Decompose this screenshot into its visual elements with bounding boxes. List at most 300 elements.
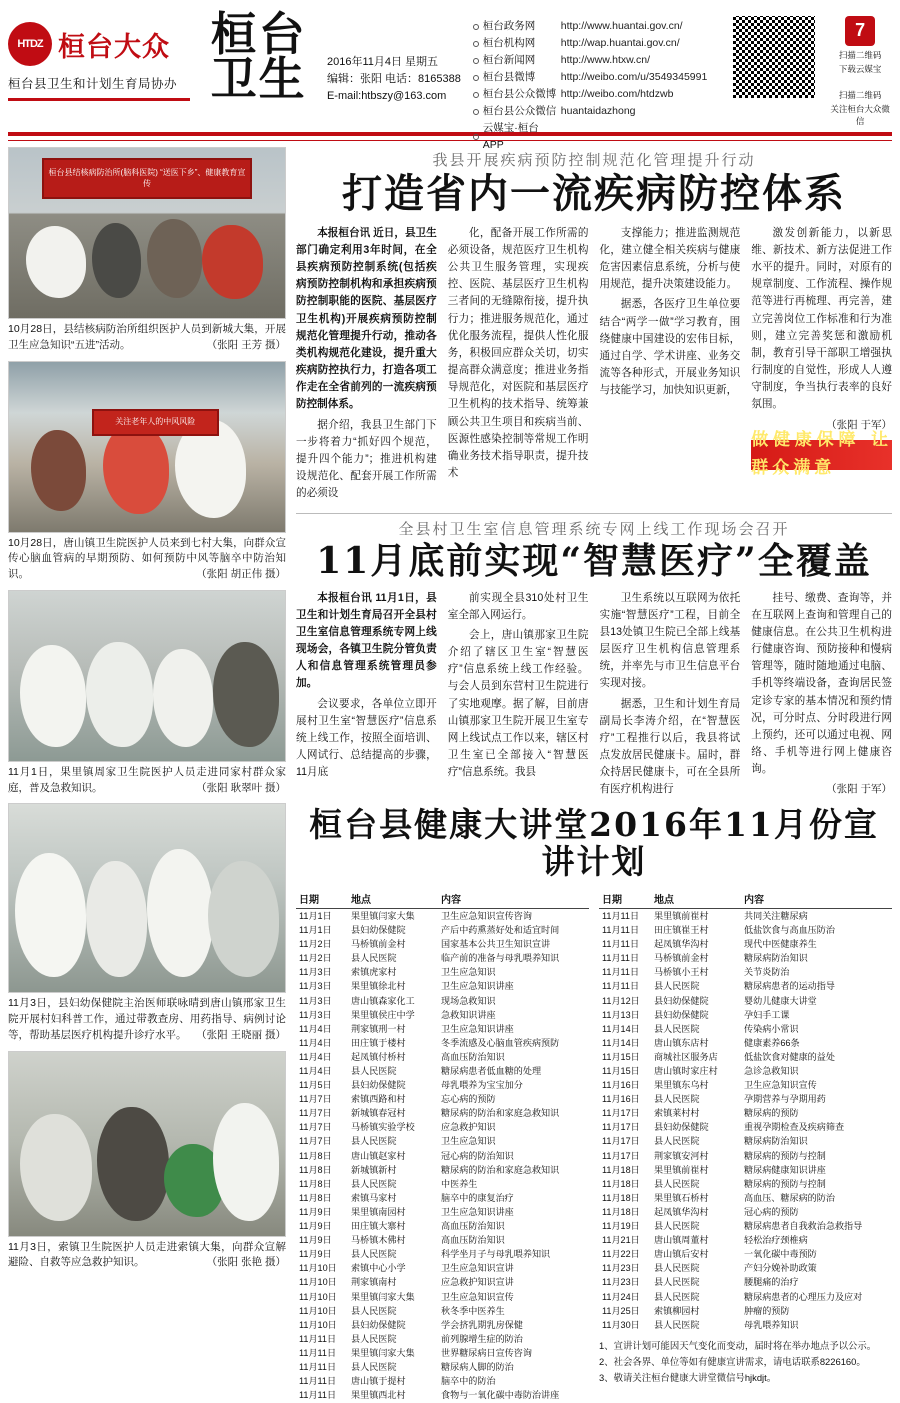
plan-cell-date: 11月11日 (602, 967, 640, 978)
plan-cell-place: 县人民医院 (351, 1066, 397, 1077)
photo-caption-text: 11月3日，县妇幼保健院主治医师联咏晴到唐山镇邢家卫生院开展村妇科普工作，通过带教查房、用药指导、病例讨论等，帮助基层医疗机构提升诊疗水平。 (8, 997, 286, 1041)
link-row[interactable] (473, 35, 719, 52)
header-divider-thin (8, 140, 892, 141)
table-row (296, 1008, 589, 1022)
link-url[interactable]: http://weibo.com/htdzwb (560, 88, 674, 100)
paper-logo-text: 桓台大众 (58, 31, 170, 63)
photo-image (8, 803, 286, 993)
article-disease-control (296, 149, 892, 505)
plan-cell-date: 11月11日 (602, 925, 640, 936)
masthead-rule (8, 98, 190, 101)
table-row (296, 1022, 589, 1036)
plan-cell-content: 脑卒中的康复治疗 (441, 1192, 514, 1203)
plan-cell-content: 高血压、糖尿病的防治 (744, 1192, 835, 1203)
plan-cell-date: 11月18日 (602, 1178, 640, 1189)
plan-tables (296, 889, 892, 1402)
plan-cell-date: 11月10日 (299, 1291, 337, 1302)
qr-captions (828, 8, 892, 127)
plan-cell-place: 荆家镇安河村 (654, 1150, 709, 1161)
table-row (599, 1290, 892, 1304)
table-row (599, 1107, 892, 1121)
plan-cell-place: 果里镇东乌村 (654, 1080, 709, 1091)
plan-cell-place: 县人民医院 (351, 1249, 397, 1260)
plan-cell-date: 11月24日 (602, 1291, 640, 1302)
plan-cell-content: 一氧化碳中毒预防 (744, 1249, 817, 1260)
plan-cell-date: 11月25日 (602, 1305, 640, 1316)
table-row (599, 1262, 892, 1276)
plan-cell-place: 唐山镇赵家村 (351, 1150, 406, 1161)
plan-cell-date: 11月2日 (299, 953, 332, 964)
plan-cell-place: 索镇马家村 (351, 1192, 397, 1203)
plan-cell-content: 孕期营养与孕期用药 (744, 1094, 826, 1105)
plan-cell-content: 传染病小常识 (744, 1023, 799, 1034)
table-row (599, 1121, 892, 1135)
plan-cell-place: 县妇幼保健院 (351, 1319, 406, 1330)
plan-col-date: 日期 (296, 889, 348, 909)
plan-cell-content: 急诊急救知识 (744, 1066, 799, 1077)
plan-cell-date: 11月14日 (602, 1023, 640, 1034)
link-row[interactable] (473, 52, 719, 69)
plan-cell-place: 索镇中心小学 (351, 1263, 406, 1274)
plan-cell-date: 11月18日 (602, 1164, 640, 1175)
plan-cell-place: 果里镇石桥村 (654, 1192, 709, 1203)
photo-block (8, 361, 286, 583)
photo-credit: （张阳 王晓丽 摄） (196, 1028, 286, 1041)
table-row (296, 1276, 589, 1290)
table-row (599, 1022, 892, 1036)
plan-cell-date: 11月9日 (299, 1235, 332, 1246)
table-row (296, 994, 589, 1008)
plan-cell-date: 11月7日 (299, 1136, 332, 1147)
table-row (296, 1290, 589, 1304)
table-row (296, 1332, 589, 1346)
plan-cell-place: 县人民医院 (654, 1319, 700, 1330)
plan-cell-date: 11月3日 (299, 995, 332, 1006)
plan-cell-date: 11月17日 (602, 1122, 640, 1133)
bullet-icon (473, 75, 479, 81)
table-row (599, 923, 892, 937)
plan-cell-content: 糖尿病防治知识 (744, 1136, 808, 1147)
plan-cell-content: 脑卒中的防治 (441, 1376, 496, 1387)
plan-cell-date: 11月10日 (299, 1263, 337, 1274)
plan-cell-place: 县人民医院 (351, 953, 397, 964)
plan-col-content: 内容 (438, 889, 589, 909)
plan-cell-content: 糖尿病的预防与控制 (744, 1150, 826, 1161)
table-row (296, 1219, 589, 1233)
bullet-icon (473, 58, 479, 64)
photo-image (8, 361, 286, 533)
plan-cell-date: 11月16日 (602, 1080, 640, 1091)
page-number-badge: 7 (845, 16, 875, 46)
photo-caption (8, 1240, 286, 1272)
plan-cell-place: 县妇幼保健院 (351, 925, 406, 936)
plan-cell-place: 县人民医院 (654, 1263, 700, 1274)
plan-cell-date: 11月23日 (602, 1277, 640, 1288)
plan-cell-content: 卫生应急知识讲座 (441, 981, 514, 992)
link-label: 桓台政务网 (482, 20, 536, 32)
table-row (296, 1064, 589, 1078)
plan-cell-date: 11月21日 (602, 1235, 640, 1246)
table-row (296, 1318, 589, 1332)
link-row[interactable] (473, 18, 719, 35)
link-url[interactable]: http://weibo.com/u/3549345991 (560, 71, 708, 83)
article2-lead: 本报桓台讯 11月1日，县卫生和计划生育局召开全县村卫生室信息管理系统专网上线现场会，各镇卫生院分管负责人和信息管理系统管理员参加。 (296, 591, 437, 690)
paper-logo-badge: HTDZ (8, 22, 52, 66)
plan-cell-place: 果里镇闫家大集 (351, 910, 415, 921)
plan-header-row (296, 889, 589, 909)
table-row (599, 1191, 892, 1205)
qr-caption-3: 扫描二维码 (838, 89, 882, 100)
table-row (296, 1107, 589, 1121)
plan-cell-content: 高血压防治知识 (441, 1051, 505, 1062)
plan-headline: 桓台县健康大讲堂2016年11月份宣讲计划 (309, 805, 879, 882)
plan-cell-date: 11月23日 (602, 1263, 640, 1274)
table-row (599, 952, 892, 966)
table-row (296, 1248, 589, 1262)
article1-p: 支撑能力；推进监测规范化，建立健全相关疾病与健康危害因素信息系统，分析与使用规范，提升决策建设能力。 (599, 226, 741, 291)
plan-cell-date: 11月8日 (299, 1178, 332, 1189)
plan-cell-place: 县人民医院 (654, 1023, 700, 1034)
plan-cell-date: 11月17日 (602, 1150, 640, 1161)
plan-cell-date: 11月11日 (602, 910, 640, 921)
plan-cell-place: 唐山镇周董村 (654, 1235, 709, 1246)
article2-p: 挂号、缴费、查询等，并在互联网上查询和管理自己的健康信息。在公共卫生机构进行健康咨询、预防接种和慢病管理等，随时随地通过电脑、手机等终端设备，查询居民签定诊专家的基本情况和预约情况，可分时点、分时段进行网上预约，还可以通过电视、网络、手机等进行网上健康咨询。 (751, 591, 892, 776)
photo-image (8, 1051, 286, 1237)
article1-byline: （张阳 于军） (826, 418, 892, 431)
plan-cell-date: 11月22日 (602, 1249, 640, 1260)
plan-cell-place: 荆家镇南村 (351, 1277, 397, 1288)
plan-cell-content: 冠心病的防治知识 (441, 1150, 514, 1161)
table-row (296, 1135, 589, 1149)
plan-cell-place: 果里镇闫家大集 (351, 1291, 415, 1302)
photo-banner-text: 关注老年人的中风风险 (92, 409, 219, 436)
photo-block (8, 803, 286, 1043)
email-line: E-mail:htbszy@163.com (326, 90, 447, 103)
plan-cell-place: 起凤镇华沟村 (654, 1206, 709, 1217)
plan-cell-place: 县妇幼保健院 (654, 995, 709, 1006)
plan-cell-place: 田庄镇于楼村 (351, 1037, 406, 1048)
photo-caption (8, 536, 286, 583)
plan-cell-content: 应急救护知识 (441, 1122, 496, 1133)
plan-cell-content: 糖尿病的防治和家庭急救知识 (441, 1164, 560, 1175)
photo-banner-text: 桓台县结核病防治所(脑科医院) “送医下乡”、健康教育宣传 (42, 158, 252, 199)
bullet-icon (473, 134, 479, 140)
masthead (8, 0, 892, 151)
table-row (296, 1177, 589, 1191)
plan-cell-date: 11月11日 (299, 1390, 337, 1401)
header-divider (8, 132, 892, 136)
table-row (599, 1163, 892, 1177)
bullet-icon (473, 41, 479, 47)
plan-cell-place: 县人民医院 (654, 981, 700, 992)
plan-cell-date: 11月13日 (602, 1009, 640, 1020)
table-row (599, 1036, 892, 1050)
plan-cell-place: 县妇幼保健院 (351, 1080, 406, 1091)
link-row[interactable] (473, 69, 719, 86)
plan-cell-content: 现场急救知识 (441, 995, 496, 1006)
article2-col1 (296, 590, 437, 802)
plan-cell-place: 县人民医院 (351, 1178, 397, 1189)
plan-cell-place: 索镇柳园村 (654, 1305, 700, 1316)
link-row[interactable] (473, 86, 719, 103)
plan-cell-date: 11月10日 (299, 1319, 337, 1330)
plan-cell-place: 马桥镇前金村 (351, 939, 406, 950)
plan-cell-date: 11月3日 (299, 981, 332, 992)
article2-p: 卫生系统以互联网为依托实施“智慧医疗”工程，目前全县13处镇卫生院已全部上线基层医疗卫生机构信息管理系统，并率先与市卫生信息平台实现对接。 (599, 591, 741, 690)
plan-cell-date: 11月4日 (299, 1051, 332, 1062)
plan-cell-date: 11月5日 (299, 1080, 332, 1091)
plan-cell-place: 索镇虎家村 (351, 967, 397, 978)
plan-cell-content: 腰腿痛的治疗 (744, 1277, 799, 1288)
masthead-brand (8, 8, 190, 101)
plan-cell-date: 11月14日 (602, 1037, 640, 1048)
article-divider (296, 513, 892, 514)
plan-cell-place: 县人民医院 (351, 1305, 397, 1316)
plan-cell-content: 低盐饮食与高血压防治 (744, 925, 835, 936)
plan-cell-content: 食物与一氧化碳中毒防治讲座 (441, 1390, 560, 1401)
table-row (599, 909, 892, 924)
plan-cell-place: 索镇莱村村 (654, 1108, 700, 1119)
plan-cell-content: 糖尿病防治知识 (744, 953, 808, 964)
plan-cell-content: 产后中药熏蒸好处和适宜时间 (441, 925, 560, 936)
table-row (599, 1276, 892, 1290)
photo-credit: （张阳 王芳 摄） (206, 338, 286, 351)
plan-cell-content: 卫生应急知识 (441, 967, 496, 978)
article2-col2 (448, 590, 589, 802)
plan-cell-content: 卫生应急知识 (441, 1136, 496, 1147)
table-row (296, 1304, 589, 1318)
article2-col3 (600, 590, 741, 802)
plan-cell-place: 唐山镇时家庄村 (654, 1066, 718, 1077)
plan-cell-place: 县人民医院 (654, 1178, 700, 1189)
photo-block (8, 1051, 286, 1272)
plan-cell-place: 果里镇西北村 (351, 1390, 406, 1401)
table-row (599, 1318, 892, 1332)
plan-cell-content: 前列腺增生症的防治 (441, 1333, 523, 1344)
plan-cell-content: 应急救护知识宣讲 (441, 1277, 514, 1288)
photo-caption-text: 10月28日，唐山镇卫生院医护人员来到七村大集，向群众宣传心脑血管病的早期预防、如何预防中风等脑卒中防治知识。 (8, 536, 286, 580)
plan-cell-place: 田庄镇崔王村 (654, 925, 709, 936)
plan-col-place: 地点 (651, 889, 741, 909)
bullet-icon (473, 24, 479, 30)
plan-cell-place: 马桥镇小王村 (654, 967, 709, 978)
article1-col2 (448, 225, 589, 506)
plan-table (296, 889, 589, 1402)
plan-col-date: 日期 (599, 889, 651, 909)
plan-cell-content: 卫生应急知识宣传 (744, 1080, 817, 1091)
plan-note: 1、宣讲计划可能因天气变化而变动，届时将在举办地点予以公示。 (599, 1340, 877, 1352)
plan-cell-place: 商城社区服务店 (654, 1051, 718, 1062)
plan-cell-content: 糖尿病健康知识讲座 (744, 1164, 826, 1175)
photo-block (8, 590, 286, 797)
article2-headline: 11月底前实现“智慧医疗”全覆盖 (316, 540, 872, 583)
plan-table (599, 889, 892, 1332)
plan-cell-place: 起凤镇华沟村 (654, 939, 709, 950)
article2-p: 据悉，卫生和计划生育局副局长李涛介绍，在“智慧医疗”工程推行以后，我县将试点发放居民健康卡。届时，群众持居民健康卡，可在全县所有医疗机构进行 (599, 697, 741, 796)
plan-cell-content: 中医养生 (441, 1178, 478, 1189)
plan-cell-place: 县妇幼保健院 (654, 1122, 709, 1133)
article1-col1 (296, 225, 437, 506)
plan-cell-date: 11月17日 (602, 1136, 640, 1147)
plan-cell-date: 11月1日 (299, 925, 332, 936)
plan-cell-date: 11月30日 (602, 1319, 640, 1330)
main-column (296, 147, 892, 1403)
photo-caption-text: 11月3日，索镇卫生院医护人员走进索镇大集，向群众宣解避险、自救等应急救护知识。 (8, 1240, 286, 1269)
article1-lead: 本报桓台讯 近日，县卫生部门确定利用3年时间，在全县疾病预防控制系统(包括疾病预防控制机构和承担疾病预防控制职能的医院、基层医疗卫生机构)开展疾病预防控制规范化管理提升行动，推动各类机构规范化建设，提升重大疾病防控执行力，打造各项工作走在全省前列的一流疾病预防控制体系。 (296, 226, 437, 411)
qr-caption-4: 关注桓台大众微信 (830, 103, 890, 126)
plan-cell-date: 11月7日 (299, 1108, 332, 1119)
photo-credit: （张阳 耿翠叶 摄） (196, 781, 286, 794)
plan-cell-place: 县人民医院 (351, 1333, 397, 1344)
plan-cell-content: 婴幼儿健康大讲堂 (744, 995, 817, 1006)
plan-cell-content: 世界糖尿病日宣传咨询 (441, 1347, 532, 1358)
publish-date: 2016年11月4日 星期五 (326, 56, 439, 68)
plan-cell-place: 唐山镇后安村 (654, 1249, 709, 1260)
plan-cell-date: 11月2日 (299, 939, 332, 950)
table-row (296, 1093, 589, 1107)
plan-cell-date: 11月4日 (299, 1066, 332, 1077)
plan-cell-place: 马桥镇木佛村 (351, 1235, 406, 1246)
plan-cell-date: 11月7日 (299, 1122, 332, 1133)
plan-cell-date: 11月15日 (602, 1066, 640, 1077)
table-row (599, 966, 892, 980)
plan-cell-content: 现代中医健康养生 (744, 939, 817, 950)
table-row (296, 1205, 589, 1219)
plan-cell-date: 11月10日 (299, 1305, 337, 1316)
slogan-banner: 做健康保障 让群众满意 (751, 429, 892, 478)
plan-cell-date: 11月4日 (299, 1023, 332, 1034)
link-label: 桓台县微博 (482, 71, 536, 83)
plan-cell-date: 11月16日 (602, 1094, 640, 1105)
link-url[interactable]: huantaidazhong (560, 105, 636, 117)
link-label: 云媒宝·桓台APP (482, 122, 539, 151)
plan-cell-place: 县人民医院 (654, 1277, 700, 1288)
plan-cell-place: 新城镇春冠村 (351, 1108, 406, 1119)
plan-cell-date: 11月8日 (299, 1192, 332, 1203)
plan-cell-date: 11月9日 (299, 1249, 332, 1260)
plan-cell-place: 县人民医院 (351, 1136, 397, 1147)
link-url[interactable]: http://www.htxw.cn/ (560, 54, 651, 66)
link-label: 桓台县公众微信 (482, 105, 557, 117)
masthead-subtitle: 桓台县卫生和计划生育局协办 (8, 77, 178, 91)
plan-cell-date: 11月11日 (602, 953, 640, 964)
table-row (296, 966, 589, 980)
link-label: 桓台机构网 (482, 37, 536, 49)
section-title-line1: 桓台 (210, 7, 307, 61)
photo-caption-text: 11月1日，果里镇周家卫生院医护人员走进同家村群众家庭，普及急救知识。 (8, 765, 286, 794)
plan-cell-content: 糖尿病的预防与控制 (744, 1178, 826, 1189)
plan-cell-place: 荆家镇刑一村 (351, 1023, 406, 1034)
plan-cell-date: 11月11日 (602, 939, 640, 950)
plan-cell-content: 健康素养66条 (744, 1037, 800, 1048)
qr-code-image (731, 14, 817, 100)
table-row (296, 1079, 589, 1093)
plan-cell-content: 高血压防治知识 (441, 1235, 505, 1246)
table-row (599, 1219, 892, 1233)
page-content (8, 147, 892, 1403)
table-row (296, 923, 589, 937)
link-row[interactable] (473, 103, 719, 120)
plan-cell-content: 共同关注糖尿病 (744, 910, 808, 921)
article1-p: 据悉，各医疗卫生单位要结合“两学一做”学习教育，围绕健康中国建设的宏伟目标，通过自学、学术讲座、业务交流等各种形式，开展业务知识与技能学习，加快知识更新， (599, 298, 741, 397)
table-row (296, 909, 589, 924)
plan-cell-place: 唐山镇东店村 (654, 1037, 709, 1048)
bullet-icon (473, 109, 479, 115)
plan-cell-date: 11月10日 (299, 1277, 337, 1288)
plan-cell-place: 索镇西路和村 (351, 1094, 406, 1105)
photo-caption (8, 765, 286, 797)
table-row (296, 938, 589, 952)
link-label: 桓台县公众微博 (482, 88, 557, 100)
plan-cell-date: 11月18日 (602, 1206, 640, 1217)
plan-cell-content: 冠心病的预防 (744, 1206, 799, 1217)
plan-header-row (599, 889, 892, 909)
plan-cell-place: 县人民医院 (654, 1094, 700, 1105)
table-row (296, 1149, 589, 1163)
plan-cell-content: 忘心病的预防 (441, 1094, 496, 1105)
article1-p: 化，配备开展工作所需的必须设备，规范医疗卫生机构公共卫生服务管理，实现疾控、医院、基层医疗卫生机构三者间的无缝隙衔接，提升执行力；推进服务规范化，通过优化服务流程，提供人性化服务，积极回应群众关切，切实提高群众满意度；推进业务指导规范化，对医院和基层医疗卫生机构的技术指导、统筹兼顾公共卫生项目和疾病当前、医源性感染控制等常规工作明确业务技术指导职责，提升技术 (447, 226, 589, 479)
qr-caption-1: 扫描二维码 (838, 50, 882, 60)
plan-cell-date: 11月9日 (299, 1206, 332, 1217)
plan-cell-content: 糖尿病患者自我救治急救指导 (744, 1221, 863, 1232)
plan-cell-date: 11月11日 (299, 1361, 337, 1372)
table-row (296, 1191, 589, 1205)
plan-cell-content: 糖尿病患者的心理压力及应对 (744, 1291, 863, 1302)
table-row (296, 1234, 589, 1248)
qr-code-block (719, 8, 828, 100)
plan-cell-place: 果里镇闫家大集 (351, 1347, 415, 1358)
link-url[interactable]: http://www.huantai.gov.cn/ (560, 20, 683, 32)
link-label: 桓台新闻网 (482, 54, 536, 66)
table-row (296, 1389, 589, 1403)
photo-image (8, 590, 286, 762)
plan-cell-place: 果里镇侯庄中学 (351, 1009, 415, 1020)
plan-cell-content: 糖尿病的防治和家庭急救知识 (441, 1108, 560, 1119)
plan-cell-content: 卫生应急知识宣传 (441, 1291, 514, 1302)
table-row (599, 1248, 892, 1262)
table-row (599, 1205, 892, 1219)
table-row (296, 1121, 589, 1135)
plan-cell-content: 卫生应急知识讲座 (441, 1023, 514, 1034)
plan-cell-place: 马桥镇实验学校 (351, 1122, 415, 1133)
plan-cell-place: 县人民医院 (351, 1361, 397, 1372)
plan-cell-content: 孕妇手工课 (744, 1009, 790, 1020)
plan-cell-date: 11月11日 (299, 1347, 337, 1358)
plan-cell-date: 11月4日 (299, 1037, 332, 1048)
article2-p: 前实现全县310处村卫生室全部入网运行。 (447, 591, 589, 621)
plan-cell-content: 产妇分娩补助政策 (744, 1263, 817, 1274)
table-row (296, 1374, 589, 1388)
plan-cell-date: 11月3日 (299, 967, 332, 978)
article2-body (296, 590, 892, 802)
plan-cell-content: 肿瘤的预防 (744, 1305, 790, 1316)
plan-cell-content: 卫生应急知识宣讲 (441, 1263, 514, 1274)
plan-cell-date: 11月11日 (602, 981, 640, 992)
plan-cell-date: 11月17日 (602, 1108, 640, 1119)
plan-cell-content: 秋冬季中医养生 (441, 1305, 505, 1316)
article2-col4 (751, 590, 892, 802)
plan-cell-date: 11月3日 (299, 1009, 332, 1020)
plan-cell-place: 果里镇前崔村 (654, 910, 709, 921)
plan-cell-date: 11月12日 (602, 995, 640, 1006)
article1-col3 (600, 225, 741, 506)
plan-cell-content: 低盐饮食对健康的益处 (744, 1051, 835, 1062)
article2-kicker: 全县村卫生室信息管理系统专网上线工作现场会召开 (398, 521, 790, 539)
table-row (599, 1135, 892, 1149)
link-url[interactable]: http://wap.huantai.gov.cn/ (560, 37, 680, 49)
table-row (599, 1050, 892, 1064)
plan-cell-date: 11月15日 (602, 1051, 640, 1062)
